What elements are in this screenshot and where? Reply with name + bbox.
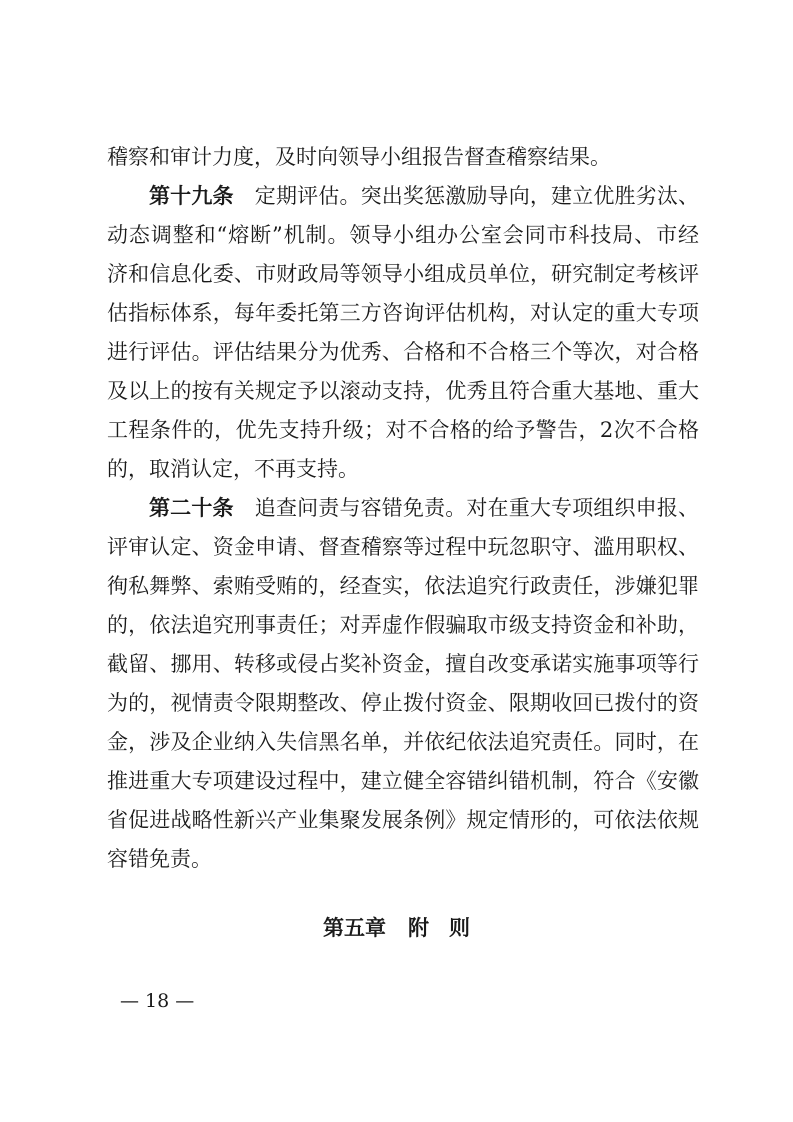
text-line: 追查问责与容错免责。对在重大专项组织申报、 — [254, 496, 699, 520]
text-line: 截留、挪用、转移或侵占奖补资金，擅自改变承诺实施事项等行 — [107, 652, 699, 676]
text-line: 估指标体系，每年委托第三方咨询评估机构，对认定的重大专项 — [107, 301, 699, 325]
text-line: 进行评估。评估结果分为优秀、合格和不合格三个等次，对合格 — [107, 340, 699, 364]
article-19-first-line — [107, 177, 699, 216]
text-line: 评审认定、资金申请、督查稽察等过程中玩忽职守、滥用职权、 — [107, 535, 699, 559]
text-line: 稽察和审计力度，及时向领导小组报告督查稽察结果。 — [107, 145, 611, 169]
chapter-title-part: 附 — [408, 916, 429, 940]
text-line: 的，依法追究刑事责任；对弄虚作假骗取市级支持资金和补助， — [107, 613, 699, 637]
document-body — [107, 138, 699, 879]
text-line: 动态调整和“熔断”机制。领导小组办公室会同市科技局、市经 — [107, 223, 699, 247]
text-line: 徇私舞弊、索贿受贿的，经查实，依法追究行政责任，涉嫌犯罪 — [107, 574, 699, 598]
text-line: 的，取消认定，不再支持。 — [107, 457, 359, 481]
text-line: 工程条件的，优先支持升级；对不合格的给予警告，2次不合格 — [107, 418, 699, 442]
text-line: 金，涉及企业纳入失信黑名单，并依纪依法追究责任。同时，在 — [107, 730, 699, 754]
chapter-number: 第五章 — [323, 916, 386, 940]
chapter-title-part: 则 — [449, 916, 470, 940]
text-line: 推进重大专项建设过程中，建立健全容错纠错机制，符合《安徽 — [107, 769, 699, 793]
text-line: 为的，视情责令限期整改、停止拨付资金、限期收回已拨付的资 — [107, 691, 699, 715]
article-20-heading: 第二十条 — [149, 496, 234, 520]
text-line: 定期评估。突出奖惩激励导向，建立优胜劣汰、 — [254, 184, 699, 208]
text-line: 济和信息化委、市财政局等领导小组成员单位，研究制定考核评 — [107, 262, 699, 286]
article-19-heading: 第十九条 — [149, 184, 234, 208]
text-line: 容错免责。 — [107, 847, 212, 871]
text-line: 及以上的按有关规定予以滚动支持，优秀且符合重大基地、重大 — [107, 379, 699, 403]
page-number: — 18 — — [120, 990, 195, 1012]
chapter-heading — [0, 912, 793, 944]
article-20-first-line — [107, 489, 699, 528]
text-line: 省促进战略性新兴产业集聚发展条例》规定情形的，可依法依规 — [107, 808, 699, 832]
